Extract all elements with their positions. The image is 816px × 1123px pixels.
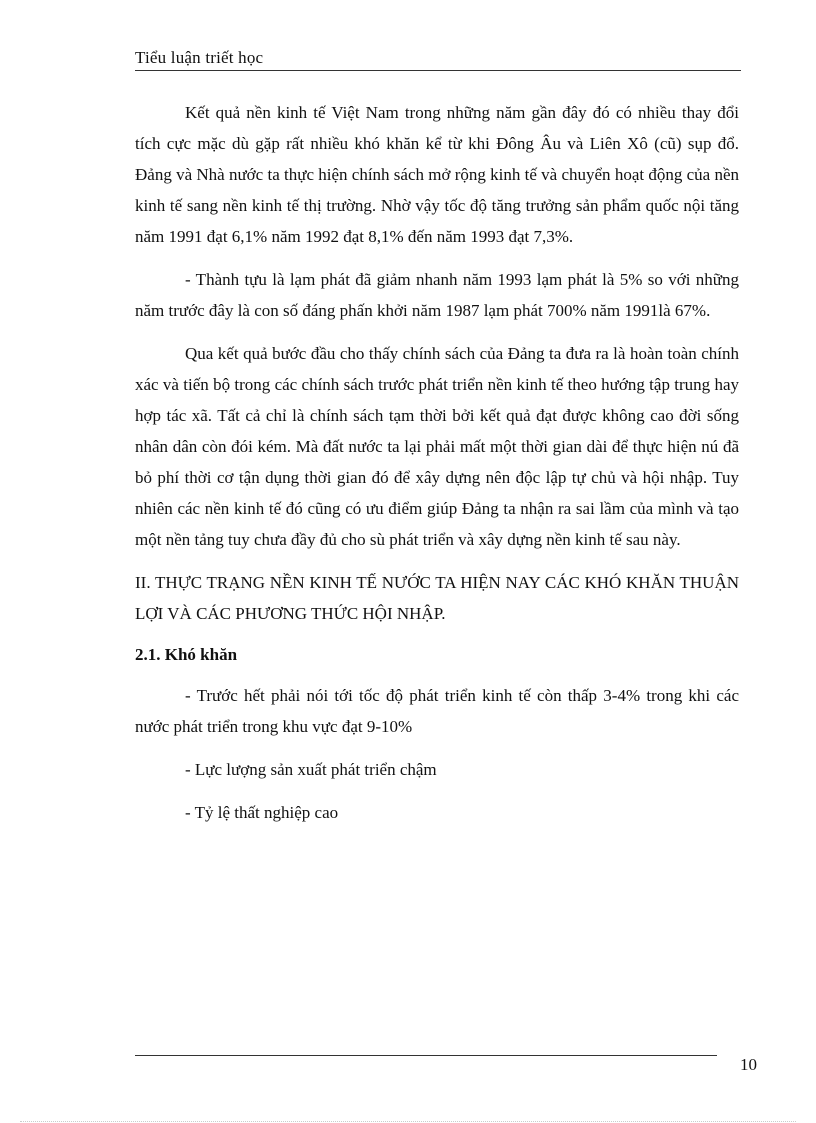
bullet-growth-rate: - Trước hết phải nói tới tốc độ phát triển kinh tế còn thấp 3-4% trong khi các nước phát triển trong khu vực đạt 9-10% bbox=[135, 686, 739, 736]
paragraph-inflation: - Thành tựu là lạm phát đã giảm nhanh năm 1993 lạm phát là 5% so với những năm trước đây là con số đáng phấn khởi năm 1987 lạm phát 700% năm 1991là 67%. bbox=[135, 270, 739, 320]
footer-divider bbox=[135, 1055, 717, 1056]
section-heading: II. THỰC TRẠNG NỀN KINH TẾ NƯỚC TA HIỆN NAY CÁC KHÓ KHĂN THUẬN LỢI VÀ CÁC PHƯƠNG THỨC HỘI NHẬP. bbox=[135, 573, 739, 623]
page-body bbox=[135, 97, 739, 840]
running-header: Tiểu luận triết học bbox=[135, 48, 264, 67]
bullet-production-forces: - Lực lượng sản xuất phát triển chậm bbox=[185, 760, 437, 779]
page-bottom-edge bbox=[20, 1121, 796, 1122]
header-divider bbox=[135, 70, 741, 71]
paragraph-policy-assessment: Qua kết quả bước đầu cho thấy chính sách của Đảng ta đưa ra là hoàn toàn chính xác và tiến bộ trong các chính sách trước phát triển nền kinh tế theo hướng tập trung hay hợp tác xã. Tất cả chỉ là chính sách tạm thời bởi kết quả đạt được không cao đời sống nhân dân còn đói kém. Mà đất nước ta lại phải mất một thời gian dài để thực hiện nú đã bỏ phí thời cơ tận dụng thời gian đó để xây dựng nên độc lập tự chủ và hội nhập. Tuy nhiên các nền kinh tế đó cũng có ưu điểm giúp Đảng ta nhận ra sai lầm của mình và tạo một nền tảng tuy chưa đầy đủ cho sù phát triển và xây dựng nền kinh tế sau này. bbox=[135, 344, 739, 549]
page-number: 10 bbox=[740, 1055, 757, 1074]
paragraph-economic-results: Kết quả nền kinh tế Việt Nam trong những năm gần đây đó có nhiều thay đổi tích cực mặc dù gặp rất nhiều khó khăn kể từ khi Đông Âu và Liên Xô (cũ) sụp đổ. Đảng và Nhà nước ta thực hiện chính sách mở rộng kinh tế và chuyển hoạt động của nền kinh tế sang nền kinh tế thị trường. Nhờ vậy tốc độ tăng trưởng sản phẩm quốc nội tăng năm 1991 đạt 6,1% năm 1992 đạt 8,1% đến năm 1993 đạt 7,3%. bbox=[135, 103, 739, 246]
subsection-heading: 2.1. Khó khăn bbox=[135, 645, 238, 664]
bullet-unemployment: - Tỷ lệ thất nghiệp cao bbox=[185, 803, 339, 822]
